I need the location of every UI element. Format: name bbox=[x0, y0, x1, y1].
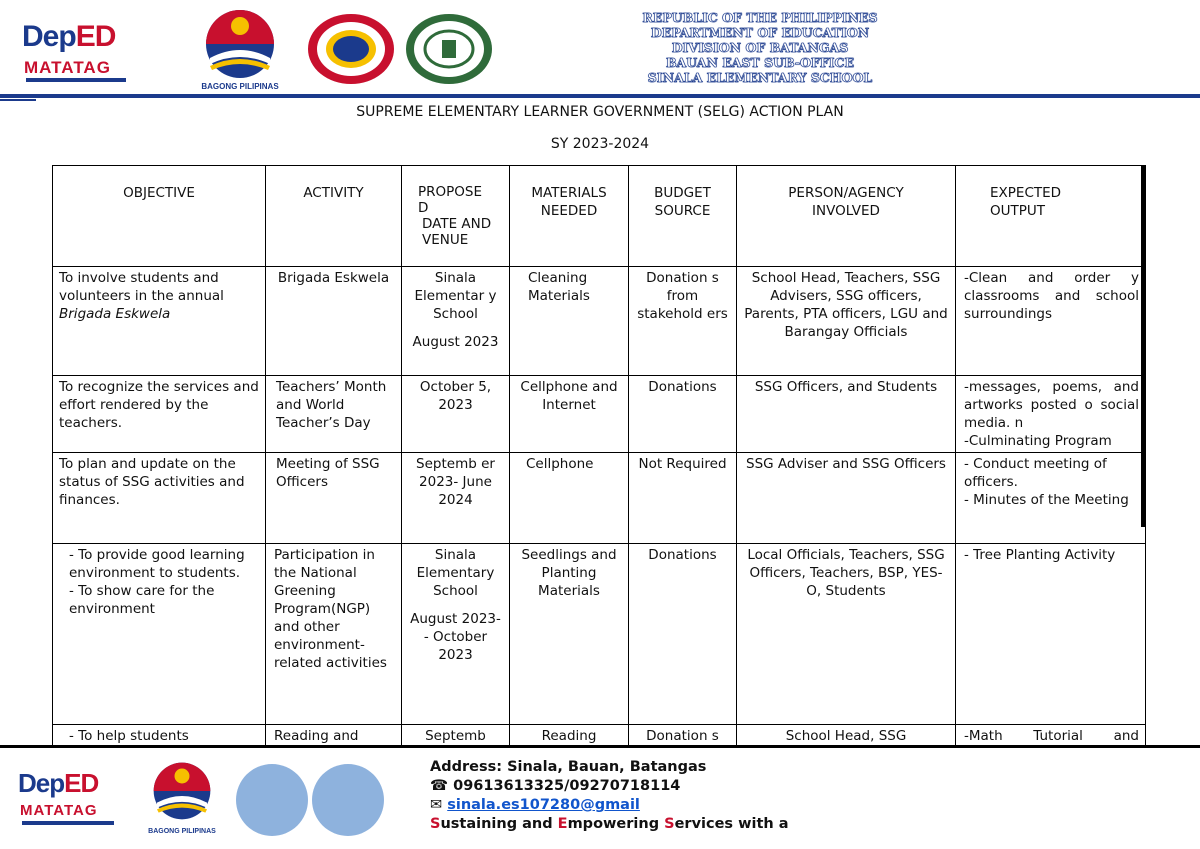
cell-person-agency: School Head, SSG bbox=[737, 725, 956, 770]
bagong-pilipinas-emblem bbox=[180, 6, 300, 82]
header-proposed-date: PROPOSE D DATE AND VENUE bbox=[402, 166, 510, 267]
cell-date-venue: Septemb er 2023- June 2024 bbox=[402, 453, 510, 544]
header-materials: MATERIALS NEEDED bbox=[510, 166, 629, 267]
cell-activity: Meeting of SSG Officers bbox=[266, 453, 402, 544]
sub-office-line: BAUAN EAST SUB-OFFICE bbox=[665, 55, 855, 70]
document-title: SUPREME ELEMENTARY LEARNER GOVERNMENT (SELG) ACTION PLAN bbox=[356, 104, 844, 120]
cell-budget: Donations bbox=[629, 544, 737, 725]
table-right-border bbox=[1141, 165, 1146, 527]
cell-budget: Not Required bbox=[629, 453, 737, 544]
cell-date-venue: Sinala Elementar y School August 2023 bbox=[402, 267, 510, 376]
header-activity: ACTIVITY bbox=[266, 166, 402, 267]
school-seal-icon bbox=[404, 12, 494, 87]
deped-matatag-logo bbox=[22, 18, 162, 88]
footer-seal-placeholder-2 bbox=[312, 764, 384, 836]
footer-deped-text-a: Dep bbox=[18, 768, 65, 798]
page-footer bbox=[0, 748, 1200, 849]
cell-materials: Cleaning Materials bbox=[510, 267, 629, 376]
division-line: DIVISION OF BATANGAS bbox=[671, 40, 849, 55]
cell-materials: Cellphone and Internet bbox=[510, 376, 629, 453]
footer-motto: Sustaining and Empowering Services with a bbox=[430, 816, 789, 832]
table-row bbox=[53, 376, 1146, 453]
footer-email-link[interactable]: sinala.es107280@gmail bbox=[447, 797, 640, 813]
cell-person-agency: SSG Officers, and Students bbox=[737, 376, 956, 453]
table-row bbox=[53, 544, 1146, 725]
cell-objective: To recognize the services and effort rendered by the teachers. bbox=[53, 376, 266, 453]
republic-line: REPUBLIC OF THE PHILIPPINES bbox=[642, 10, 878, 25]
footer-bagong-pilipinas-caption: BAGONG PILIPINAS bbox=[148, 828, 216, 835]
cell-materials: Reading bbox=[510, 725, 629, 770]
footer-phone: ☎ 09613613325/09270718114 bbox=[430, 778, 681, 794]
cell-objective: To involve students and volunteers in the annual Brigada Eskwela bbox=[53, 267, 266, 376]
letterhead bbox=[0, 0, 1200, 100]
cell-expected-output: -messages, poems, and artworks posted o social media. n -Culminating Program bbox=[956, 376, 1146, 453]
cell-expected-output: - Tree Planting Activity bbox=[956, 544, 1146, 725]
school-identity-block bbox=[540, 10, 980, 85]
cell-budget: Donation s bbox=[629, 725, 737, 770]
cell-materials: Cellphone bbox=[510, 453, 629, 544]
bagong-pilipinas-logo bbox=[180, 6, 300, 90]
header-divider bbox=[0, 94, 1200, 98]
cell-person-agency: SSG Adviser and SSG Officers bbox=[737, 453, 956, 544]
matatag-underline bbox=[26, 78, 126, 82]
cell-activity: Participation in the National Greening Program(NGP) and other environment-related activities bbox=[266, 544, 402, 725]
cell-expected-output: - Conduct meeting of officers. - Minutes of the Meeting bbox=[956, 453, 1146, 544]
cell-budget: Donation s from stakehold ers bbox=[629, 267, 737, 376]
cell-objective: - To provide good learning environment to students. - To show care for the environment bbox=[53, 544, 266, 725]
table-row bbox=[53, 267, 1146, 376]
table-row bbox=[53, 453, 1146, 544]
footer-deped-matatag-logo bbox=[18, 766, 128, 838]
header-divider-accent bbox=[0, 99, 36, 101]
header-objective: OBJECTIVE bbox=[53, 166, 266, 267]
footer-matatag-underline bbox=[22, 821, 114, 825]
footer-matatag-text: MATATAG bbox=[20, 802, 98, 819]
footer-seal-placeholder-1 bbox=[236, 764, 308, 836]
header-person-agency: PERSON/AGENCY INVOLVED bbox=[737, 166, 956, 267]
cell-activity: Teachers’ Month and World Teacher’s Day bbox=[266, 376, 402, 453]
cell-objective: To plan and update on the status of SSG activities and finances. bbox=[53, 453, 266, 544]
table-header-row bbox=[53, 166, 1146, 267]
department-line: DEPARTMENT OF EDUCATION bbox=[650, 25, 870, 40]
division-seal-icon bbox=[306, 12, 396, 87]
footer-address: Address: Sinala, Bauan, Batangas bbox=[430, 759, 707, 775]
school-name-line: SINALA ELEMENTARY SCHOOL bbox=[647, 70, 873, 85]
cell-objective: - To help students bbox=[53, 725, 266, 770]
action-plan-table bbox=[52, 165, 1146, 770]
header-budget: BUDGET SOURCE bbox=[629, 166, 737, 267]
mail-icon: ✉ bbox=[430, 797, 443, 813]
deped-logo-text-b: ED bbox=[75, 20, 116, 53]
cell-expected-output: -Clean and order y classrooms and school surroundings bbox=[956, 267, 1146, 376]
cell-activity: Brigada Eskwela bbox=[266, 267, 402, 376]
bagong-pilipinas-caption: BAGONG PILIPINAS bbox=[201, 82, 279, 91]
cell-expected-output: -Math Tutorial and bbox=[956, 725, 1146, 770]
cell-date-venue: October 5, 2023 bbox=[402, 376, 510, 453]
cell-activity: Reading and bbox=[266, 725, 402, 770]
cell-budget: Donations bbox=[629, 376, 737, 453]
cell-date-venue: Septemb bbox=[402, 725, 510, 770]
footer-bagong-pilipinas-logo bbox=[132, 756, 232, 840]
cell-person-agency: Local Officials, Teachers, SSG Officers, Teachers, BSP, YES-O, Students bbox=[737, 544, 956, 725]
footer-deped-text-b: ED bbox=[64, 768, 99, 798]
school-year: SY 2023-2024 bbox=[550, 136, 650, 152]
matatag-logo-text: MATATAG bbox=[24, 58, 111, 77]
cell-date-venue: Sinala Elementary School August 2023-- October 2023 bbox=[402, 544, 510, 725]
header-expected-output: EXPECTED OUTPUT bbox=[956, 166, 1146, 267]
cell-materials: Seedlings and Planting Materials bbox=[510, 544, 629, 725]
footer-contact-info bbox=[430, 758, 789, 834]
cell-person-agency: School Head, Teachers, SSG Advisers, SSG officers, Parents, PTA officers, LGU and Barangay Officials bbox=[737, 267, 956, 376]
deped-logo-text-a: Dep bbox=[22, 20, 76, 53]
footer-bagong-pilipinas-emblem bbox=[132, 756, 232, 826]
